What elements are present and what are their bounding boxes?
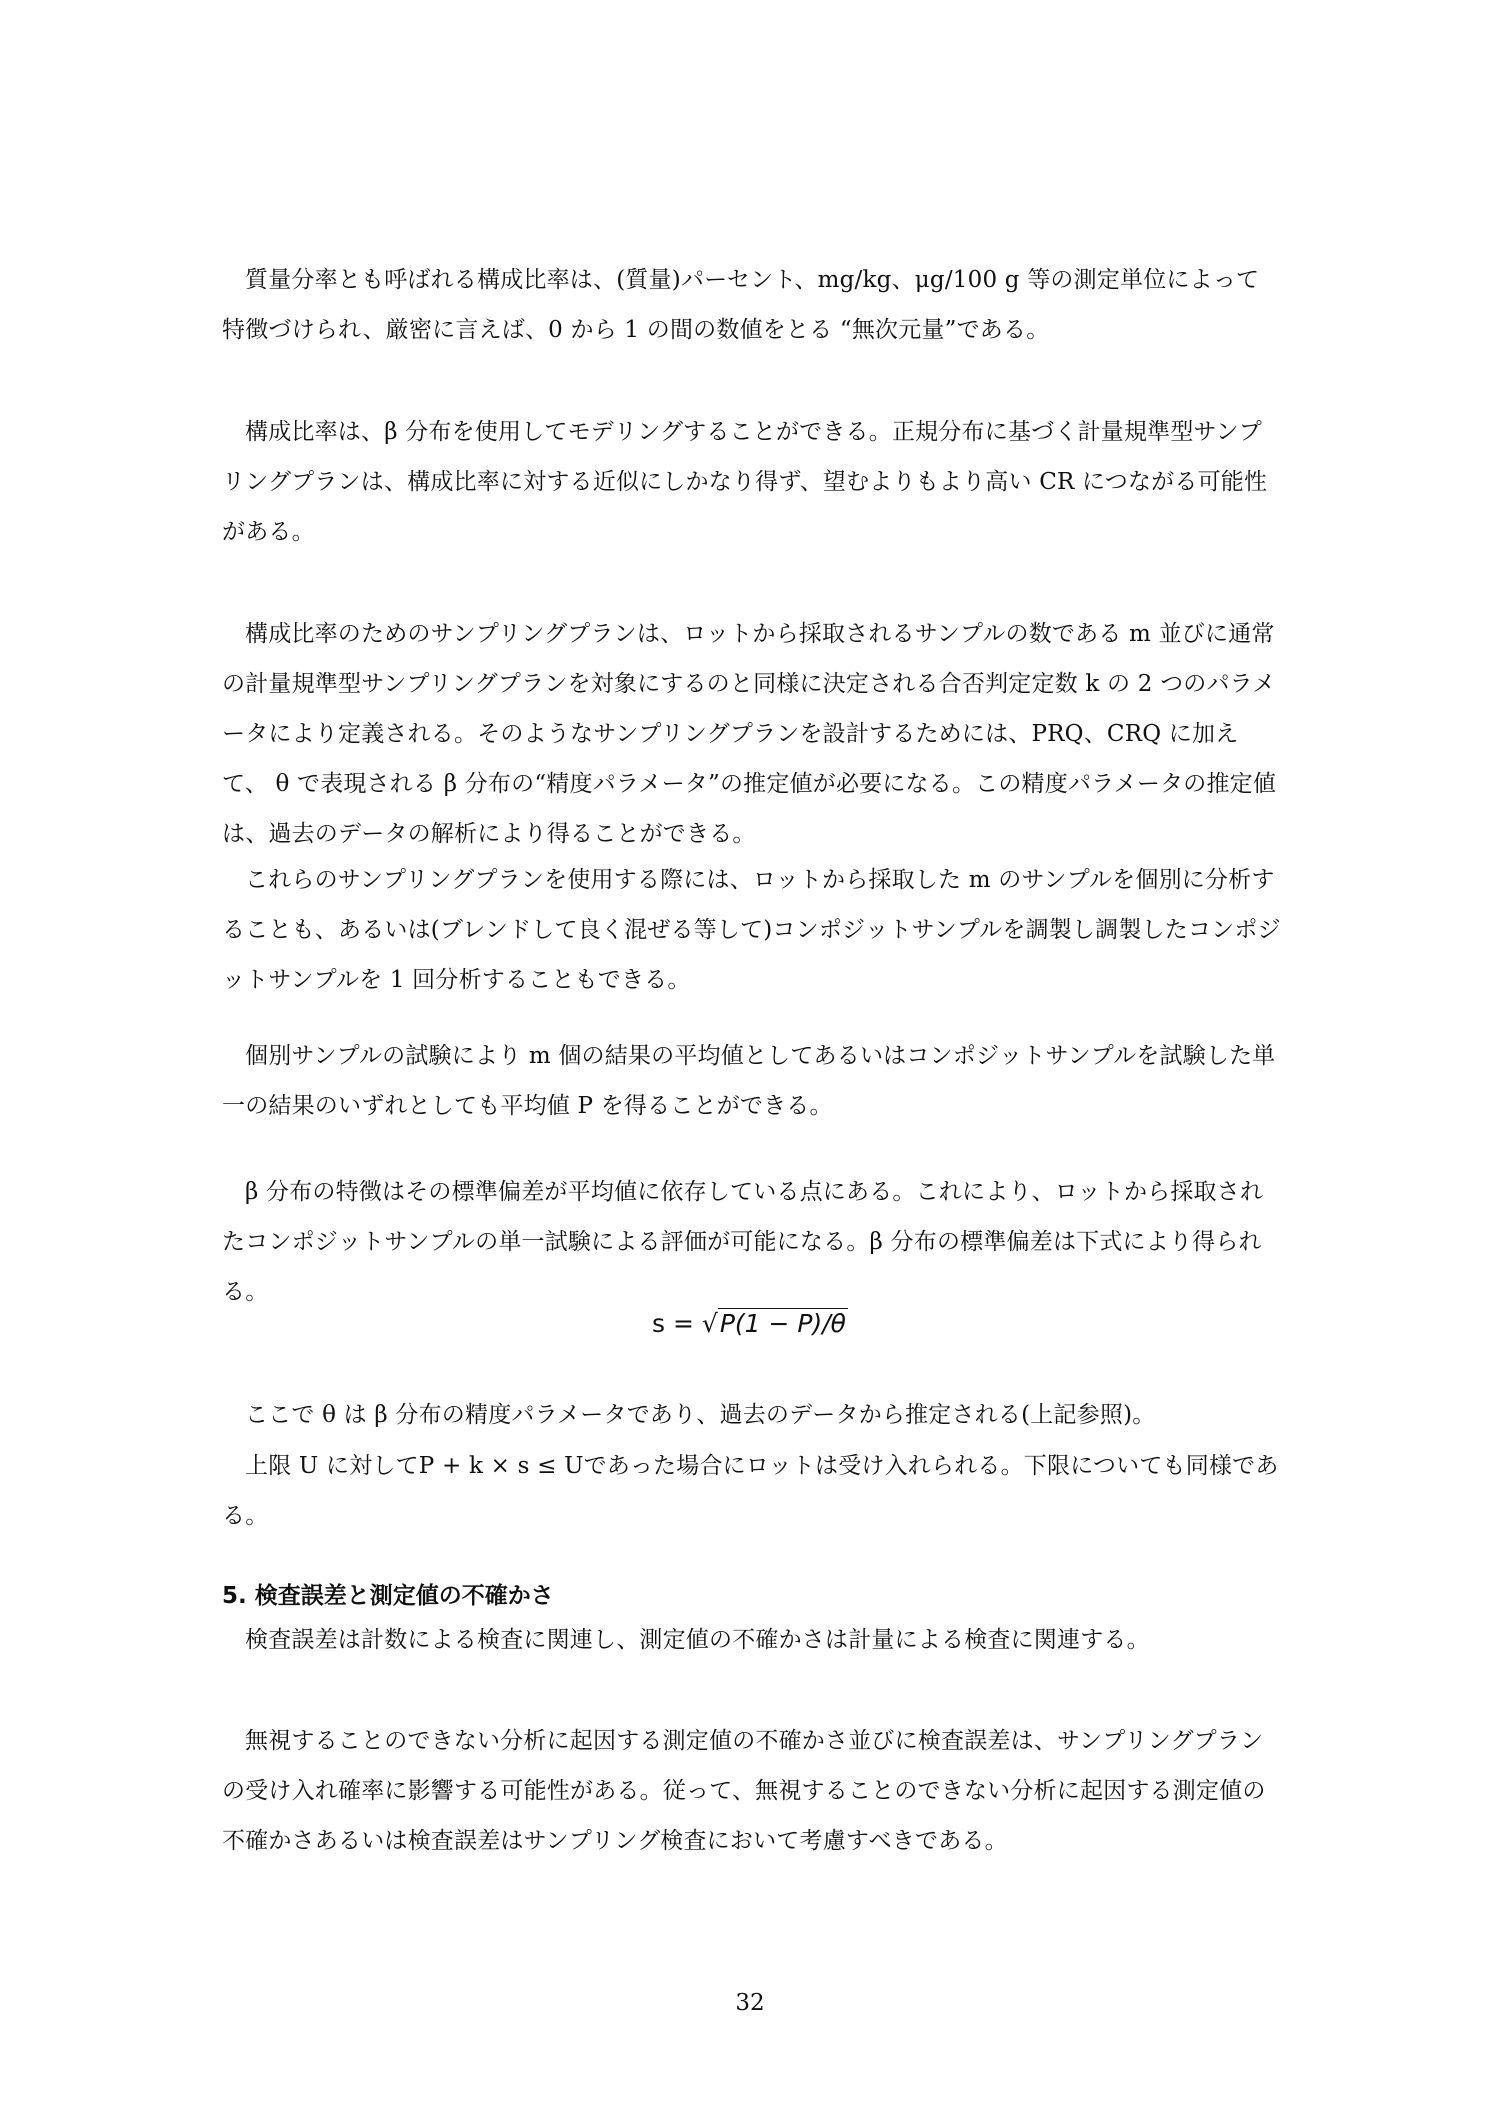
section-heading: 5. 検査誤差と測定値の不確かさ — [222, 1583, 554, 1609]
equation-lhs: s = — [652, 1309, 702, 1338]
paragraph-composite-sample: これらのサンプリングプランを使用する際には、ロットから採取した m のサンプルを個別に分析することも、あるいは(ブレンドして良く混ぜる等して)コンポジットサンプルを調製し調製したコンポジットサンプルを 1 回分析することもできる。 — [222, 867, 1281, 993]
paragraph-standard-deviation: β 分布の特徴はその標準偏差が平均値に依存している点にある。これにより、ロットから採取されたコンポジットサンプルの単一試験による評価が可能になる。β 分布の標準偏差は下式により得られる。 — [222, 1179, 1264, 1305]
paragraph-precision-parameter: ここで θ は β 分布の精度パラメータであり、過去のデータから推定される(上記参照)。 — [245, 1402, 1156, 1428]
equation-radicand: P(1 − P)/θ — [719, 1309, 846, 1338]
paragraph-mean-value: 個別サンプルの試験により m 個の結果の平均値としてあるいはコンポジットサンプルを試験した単一の結果のいずれとしても平均値 P を得ることができる。 — [222, 1043, 1276, 1119]
paragraph-inspection-error: 検査誤差は計数による検査に関連し、測定値の不確かさは計量による検査に関連する。 — [245, 1627, 1150, 1653]
paragraph-measurement-uncertainty: 無視することのできない分析に起因する測定値の不確かさ並びに検査誤差は、サンプリングプランの受け入れ確率に影響する可能性がある。従って、無視することのできない分析に起因する測定値の不確かさあるいは検査誤差はサンプリング検査において考慮すべきである。 — [222, 1728, 1266, 1854]
paragraph-acceptance-criterion: 上限 U に対してP + k × s ≤ Uであった場合にロットは受け入れられる。下限についても同様である。 — [222, 1453, 1279, 1529]
paragraph-sampling-plan-parameters: 構成比率のためのサンプリングプランは、ロットから採取されるサンプルの数である m 並びに通常の計量規準型サンプリングプランを対象にするのと同様に決定される合否判定定数 k の 2 つのパラメータにより定義される。そのようなサンプリングプランを設計するためには、PRQ、CRQ に加えて、 θ で表現される β 分布の“精度パラメータ”の推定値が必要になる。この精度パラメータの推定値は、過去のデータの解析により得ることができる。 — [222, 621, 1277, 847]
page-number: 32 — [735, 1990, 765, 2016]
sqrt-icon: √ — [701, 1309, 718, 1338]
paragraph-composition-ratio-definition: 質量分率とも呼ばれる構成比率は、(質量)パーセント、mg/kg、μg/100 g 等の測定単位によって特徴づけられ、厳密に言えば、0 から 1 の間の数値をとる “無次元量”である。 — [222, 267, 1260, 343]
std-dev-equation — [0, 1308, 1500, 1338]
paragraph-beta-distribution-modeling: 構成比率は、β 分布を使用してモデリングすることができる。正規分布に基づく計量規準型サンプリングプランは、構成比率に対する近似にしかなり得ず、望むよりもより高い CR につながる可能性がある。 — [222, 419, 1268, 545]
